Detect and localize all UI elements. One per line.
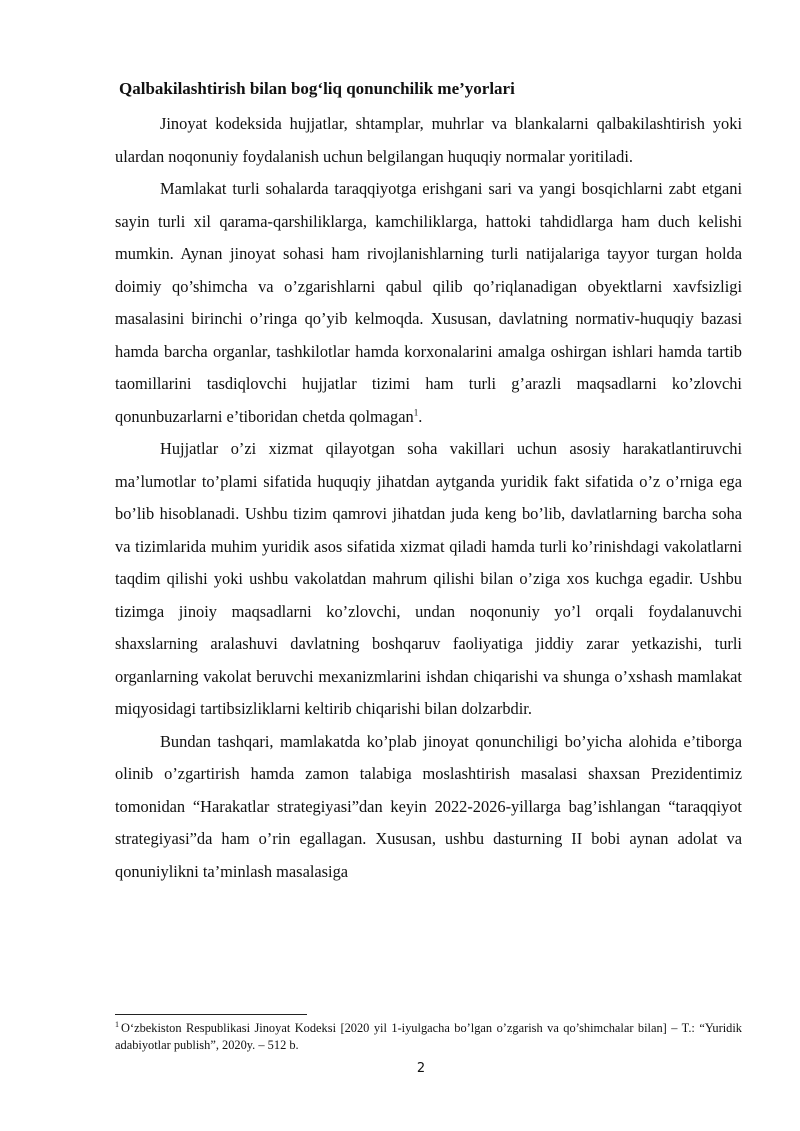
footnote	[115, 1020, 742, 1054]
paragraph-2	[115, 173, 742, 433]
paragraph-4: Bundan tashqari, mamlakatda ko’plab jinoyat qonunchiligi bo’yicha alohida e’tiborga olinib o’zgartirish hamda zamon talabiga moslashtirish masalasi shaxsan Prezidentimiz tomonidan “Harakatlar strategiyasi”dan keyin 2022-2026-yillarga bag’ishlangan “taraqqiyot strategiyasi”da ham o’rin egallagan. Xususan, ushbu dasturning II bobi aynan adolat va qonuniylikni ta’minlash masalasiga	[115, 731, 742, 881]
paragraph-2-text: Mamlakat turli sohalarda taraqqiyotga erishgani sari va yangi bosqichlarni zabt etgani sayin turli xil qarama-qarshiliklarga, kamchiliklarga, hattoki tahdidlarga ham duch kelishi mumkin. Aynan jinoyat sohasi ham rivojlanishlarning turli natijalariga tayyor turgan holda doimiy qo’shimcha va o’zgarishlarni qabul qilib qo’riqlanadigan obyektlarni xavfsizligi masalasini birinchi o’ringa qo’yib kelmoqda. Xususan, davlatning normativ-huquqiy bazasi hamda barcha organlar, tashkilotlar hamda korxonalarini amalga oshirgan ishlari hamda tartib taomillarini tasdiqlovchi hujjatlar tizimi ham turli g’arazli maqsadlarni ko’zlovchi qonunbuzarlarni e’tiboridan chetda qolmagan	[115, 179, 742, 426]
paragraph-3: Hujjatlar o’zi xizmat qilayotgan soha vakillari uchun asosiy harakatlantiruvchi ma’lumotlar to’plami sifatida huquqiy jihatdan aytganda yuridik fakt sifatida o’z o’rniga ega bo’lib hisoblanadi. Ushbu tizim qamrovi jihatdan juda keng bo’lib, davlatlarning barcha soha va tizimlarida muhim yuridik asos sifatida xizmat qiladi hamda turli ko’rinishdagi vakolatlarni taqdim qilishi yoki ushbu vakolatdan mahrum qilishi bilan o’ziga xos kuchga egadir. Ushbu tizimga jinoiy maqsadlarni ko’zlovchi, undan noqonuniy yo’l orqali foydalanuvchi shaxslarning aralashuvi davlatning boshqaruv faoliyatiga jiddiy zarar yetkazishi, turli organlarning vakolat beruvchi mexanizmlarini ishdan chiqarishi va shunga o’xshash mamlakat miqyosidagi tartibsizliklarni keltirib chiqarishi bilan dolzarbdir.	[115, 439, 742, 718]
page-number: 2	[416, 1061, 426, 1076]
footnote-separator	[115, 1014, 307, 1015]
footnote-text: O‘zbekiston Respublikasi Jinoyat Kodeksi [2020 yil 1-iyulgacha bo’lgan o’zgarish va qo’shimchalar bilan] – T.: “Yuridik adabiyotlar publish”, 2020y. – 512 b.	[115, 1021, 742, 1052]
section-heading: Qalbakilashtirish bilan bog‘liq qonunchilik me’yorlari	[119, 79, 515, 98]
paragraph-2-end: .	[418, 406, 423, 426]
paragraph-1: Jinoyat kodeksida hujjatlar, shtamplar, muhrlar va blankalarni qalbakilashtirish yoki ulardan noqonuniy foydalanish uchun belgilangan huquqiy normalar yoritiladi.	[115, 114, 742, 166]
footnote-marker: 1	[115, 1019, 119, 1029]
footnote-reference[interactable]: 1	[413, 407, 419, 418]
body-text	[115, 108, 742, 888]
